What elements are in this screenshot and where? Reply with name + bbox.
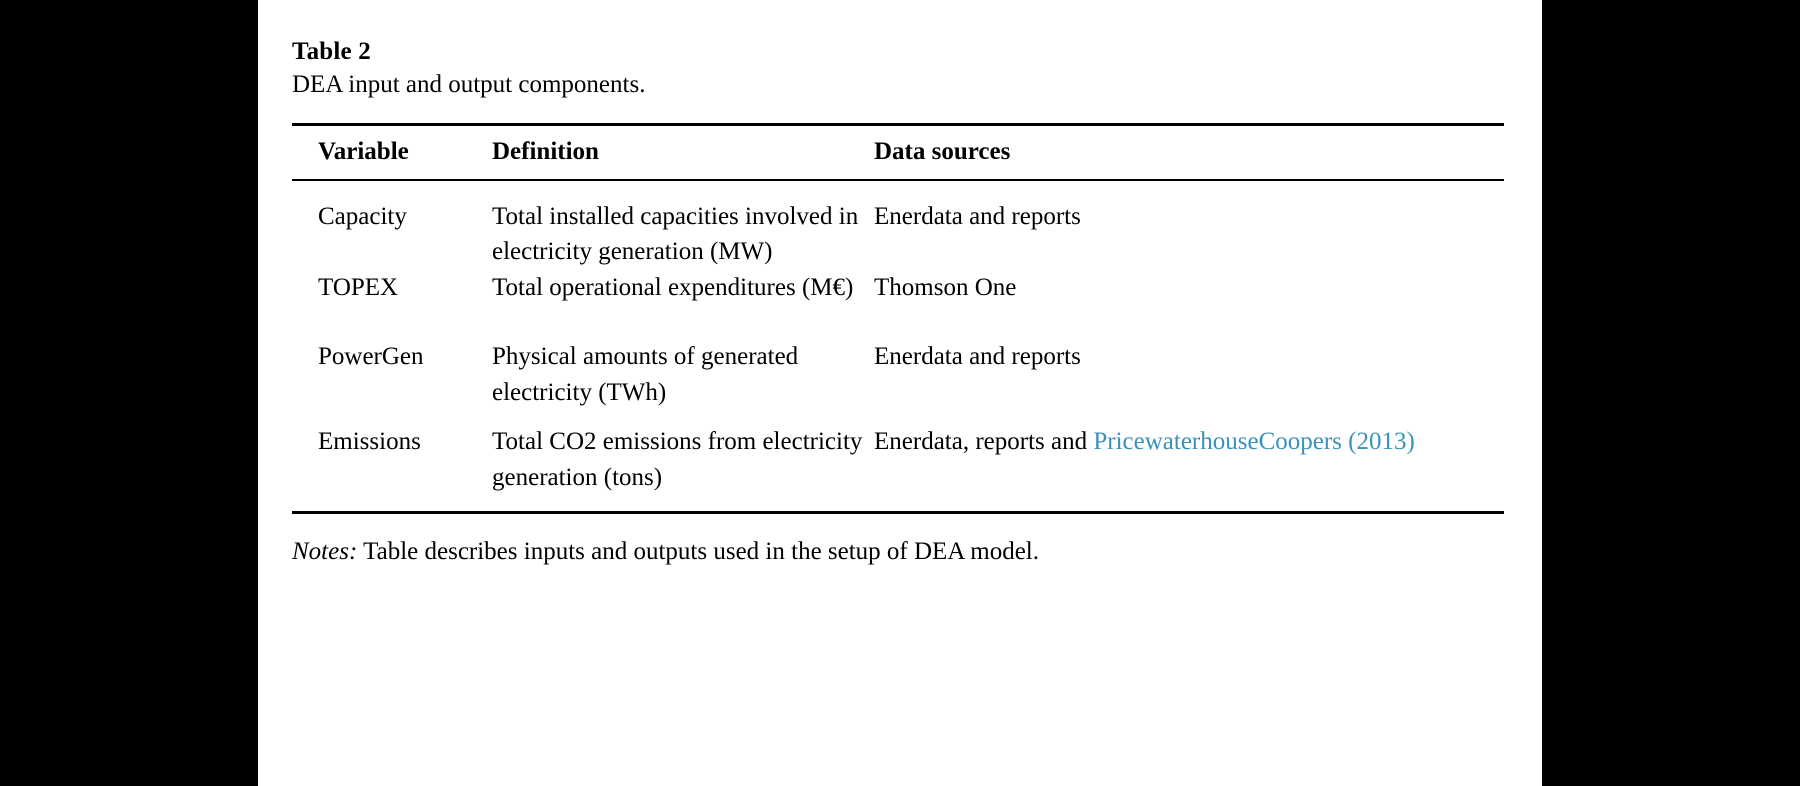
- cell-definition: Physical amounts of generated electricity (TWh): [492, 343, 799, 406]
- cell-definition: Total CO2 emissions from electricity generation (tons): [492, 428, 863, 491]
- table-row: [292, 424, 1504, 495]
- cell-variable: PowerGen: [318, 343, 424, 370]
- cell-definition: Total operational expenditures (M€): [492, 273, 854, 301]
- column-header-definition: Definition: [492, 137, 599, 165]
- table-header-row: [292, 124, 1504, 180]
- dea-table: [292, 123, 1504, 496]
- document-page: [258, 0, 1542, 786]
- table-group-gap: [292, 305, 1504, 339]
- table-block: [258, 0, 1542, 569]
- table-row: [292, 199, 1504, 270]
- cell-data-source: [874, 424, 1504, 495]
- cell-data-source: Thomson One: [874, 273, 1017, 301]
- table-bottom-rule: [292, 511, 1504, 514]
- cell-definition: Total installed capacities involved in electricity generation (MW): [492, 202, 859, 265]
- table-body: [292, 180, 1504, 496]
- notes-text: Table describes inputs and outputs used in the setup of DEA model.: [357, 538, 1039, 565]
- table-caption: DEA input and output components.: [292, 71, 646, 99]
- table-notes: [292, 536, 1508, 569]
- table-row: [292, 270, 1504, 306]
- table-number: Table 2: [292, 38, 371, 65]
- table-row-gap: [292, 410, 1504, 424]
- cell-variable: Emissions: [318, 428, 421, 455]
- notes-label: Notes:: [292, 538, 358, 565]
- column-header-data-sources: Data sources: [874, 137, 1011, 165]
- table-header: [292, 124, 1504, 180]
- citation-link[interactable]: PricewaterhouseCoopers (2013): [1093, 428, 1415, 455]
- cell-data-source: Enerdata and reports: [874, 343, 1081, 370]
- table-row: [292, 339, 1504, 410]
- table-spacer: [292, 180, 1504, 199]
- cell-variable: TOPEX: [318, 273, 399, 301]
- cell-variable: Capacity: [318, 202, 407, 230]
- cell-data-source: Enerdata and reports: [874, 202, 1081, 230]
- column-header-variable: Variable: [318, 137, 409, 165]
- cell-data-source-text: Enerdata, reports and: [874, 428, 1094, 455]
